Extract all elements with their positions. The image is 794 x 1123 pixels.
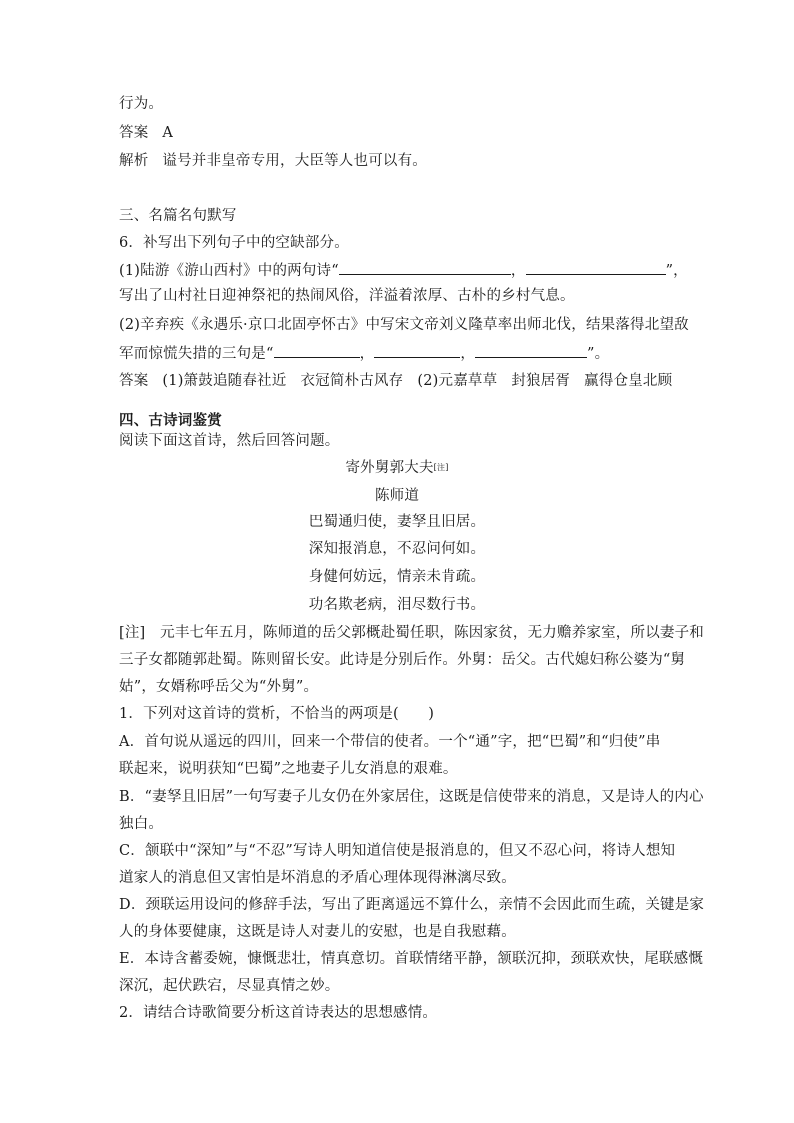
answer-line: 答案 (1)箫鼓追随春社近 衣冠简朴古风存 (2)元嘉草草 封狼居胥 赢得仓皇北顾 bbox=[119, 373, 673, 389]
text-line: 行为。 bbox=[119, 96, 164, 112]
answer-label: 答案 bbox=[119, 125, 149, 141]
answer-blank[interactable] bbox=[475, 343, 587, 358]
note-line: 姑”，女婿称呼岳父为“外舅”。 bbox=[119, 679, 319, 695]
option-b-cont: 独白。 bbox=[119, 816, 164, 832]
text-line: 阅读下面这首诗，然后回答问题。 bbox=[119, 433, 340, 449]
option-e: E．本诗含蓄委婉，慷慨悲壮，情真意切。首联情绪平静，颔联沉抑，颈联欢快，尾联感慨 bbox=[119, 951, 704, 967]
poem-title: 寄外舅郭大夫[注] bbox=[345, 460, 449, 476]
option-e-cont: 深沉，起伏跌宕，尽显真情之妙。 bbox=[119, 978, 340, 994]
answer-blank[interactable] bbox=[374, 343, 460, 358]
question-line: (1)陆游《游山西村》中的两句诗“ ， ”， bbox=[119, 260, 688, 280]
poem-author: 陈师道 bbox=[374, 488, 420, 504]
question-line: 写出了山村社日迎神祭祀的热闹风俗，洋溢着浓厚、古朴的乡村气息。 bbox=[119, 288, 575, 304]
option-c: C．颔联中“深知”与“不忍”写诗人明知道信使是报消息的，但又不忍心问，将诗人想知 bbox=[119, 843, 676, 859]
section-heading: 四、古诗词鉴赏 bbox=[119, 412, 222, 429]
question-line: 6．补写出下列句子中的空缺部分。 bbox=[119, 235, 349, 251]
option-b: B．“妻孥且旧居”一句写妻子儿女仍在外家居住，这既是信使带来的消息，又是诗人的内心 bbox=[119, 789, 704, 805]
answer-blank[interactable] bbox=[339, 260, 511, 275]
note-marker: [注] bbox=[433, 463, 449, 472]
question-line: 军而惊慌失措的三句是“ ， ， ”。 bbox=[119, 343, 609, 363]
answer-value: A bbox=[162, 125, 174, 141]
option-d-cont: 人的身体要健康，这既是诗人对妻儿的安慰，也是自我慰藉。 bbox=[119, 924, 516, 940]
question-line: 2．请结合诗歌简要分析这首诗表达的思想感情。 bbox=[119, 1005, 438, 1021]
section-heading: 三、名篇名句默写 bbox=[119, 208, 237, 224]
option-a: A．首句说从遥远的四川，回来一个带信的使者。一个“通”字，把“巴蜀”和“归使”串 bbox=[119, 734, 661, 750]
question-line: (2)辛弃疾《永遇乐·京口北固亭怀古》中写宋文帝刘义隆草率出师北伐，结果落得北望敌 bbox=[119, 317, 689, 333]
option-c-cont: 道家人的消息但又害怕是坏消息的矛盾心理体现得淋漓尽致。 bbox=[119, 870, 516, 886]
answer-blank[interactable] bbox=[526, 260, 666, 275]
poem-line: 身健何妨远，情亲未肯疏。 bbox=[308, 569, 486, 585]
option-a-cont: 联起来，说明获知“巴蜀”之地妻子儿女消息的艰难。 bbox=[119, 761, 458, 777]
analysis-text: 谥号并非皇帝专用，大臣等人也可以有。 bbox=[162, 153, 428, 169]
poem-line: 功名欺老病，泪尽数行书。 bbox=[308, 597, 486, 613]
analysis-line bbox=[119, 152, 427, 170]
poem-line: 巴蜀通归使，妻孥且旧居。 bbox=[308, 514, 486, 530]
answer-blank[interactable] bbox=[274, 343, 360, 358]
option-d: D．颈联运用设问的修辞手法，写出了距离遥远不算什么，亲情不会因此而生疏，关键是家 bbox=[119, 897, 705, 913]
analysis-label: 解析 bbox=[119, 153, 149, 169]
note-line: [注] 元丰七年五月，陈师道的岳父郭概赴蜀任职，陈因家贫，无力赡养家室，所以妻子和 bbox=[119, 625, 705, 641]
poem-line: 深知报消息，不忍问何如。 bbox=[308, 541, 486, 557]
note-line: 三子女都随郭赴蜀。陈则留长安。此诗是分别后作。外舅：岳父。古代媳妇称公婆为“舅 bbox=[119, 652, 686, 668]
answer-line bbox=[119, 124, 173, 142]
question-line: 1．下列对这首诗的赏析，不恰当的两项是( ) bbox=[119, 706, 435, 722]
